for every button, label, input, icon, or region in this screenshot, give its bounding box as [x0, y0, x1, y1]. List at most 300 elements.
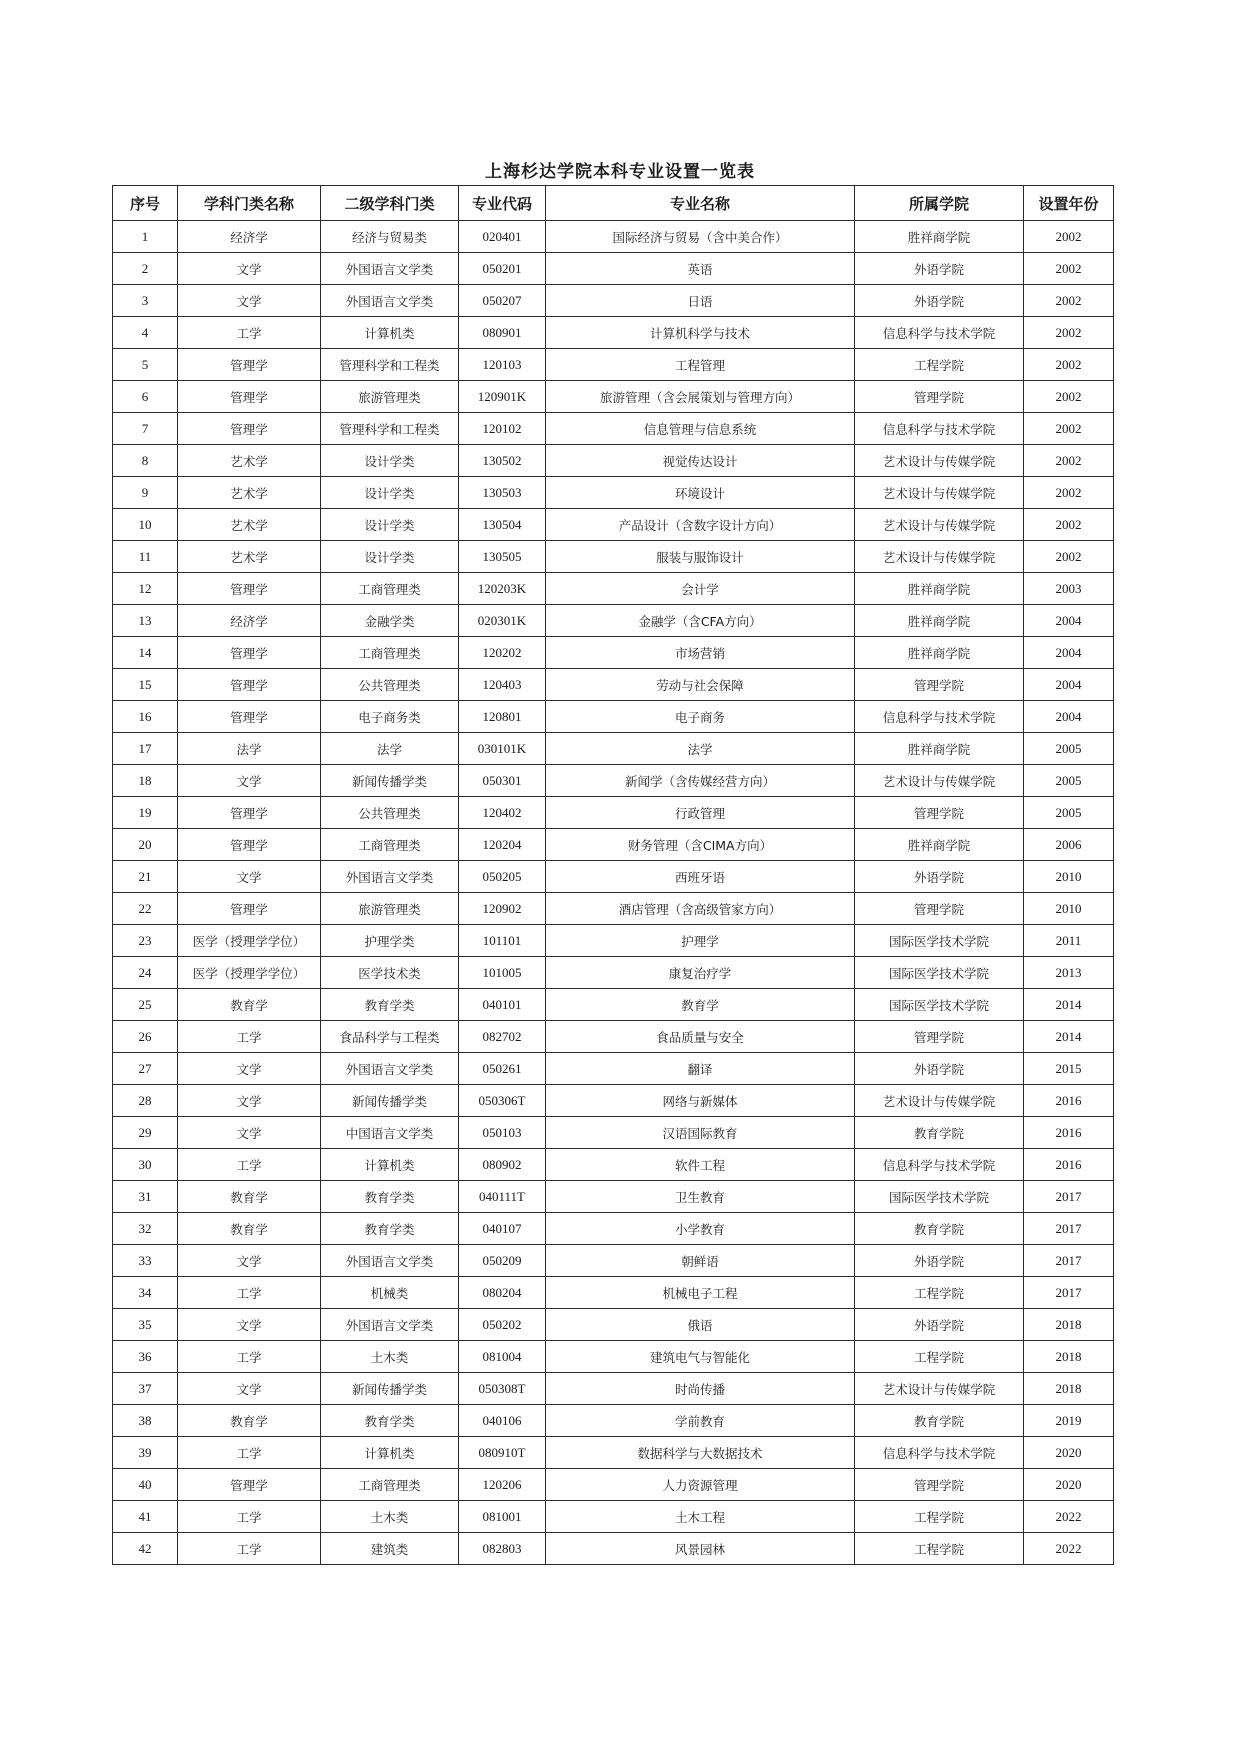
- cell-year: 2005: [1024, 765, 1114, 797]
- cell-year: 2018: [1024, 1309, 1114, 1341]
- cell-year: 2002: [1024, 253, 1114, 285]
- cell-major: 信息管理与信息系统: [546, 413, 855, 445]
- cell-major: 酒店管理（含高级管家方向）: [546, 893, 855, 925]
- cell-discipline: 管理学: [178, 413, 321, 445]
- cell-year: 2017: [1024, 1181, 1114, 1213]
- cell-major: 食品质量与安全: [546, 1021, 855, 1053]
- cell-school: 艺术设计与传媒学院: [855, 509, 1024, 541]
- cell-subdiscipline: 外国语言文学类: [321, 1309, 459, 1341]
- cell-school: 信息科学与技术学院: [855, 317, 1024, 349]
- table-row: [113, 605, 1114, 637]
- cell-school: 工程学院: [855, 349, 1024, 381]
- cell-subdiscipline: 外国语言文学类: [321, 861, 459, 893]
- cell-school: 教育学院: [855, 1213, 1024, 1245]
- cell-subdiscipline: 外国语言文学类: [321, 253, 459, 285]
- cell-code: 120901K: [459, 381, 546, 413]
- cell-major: 财务管理（含CIMA方向）: [546, 829, 855, 861]
- cell-code: 050301: [459, 765, 546, 797]
- cell-code: 082702: [459, 1021, 546, 1053]
- cell-major: 人力资源管理: [546, 1469, 855, 1501]
- cell-subdiscipline: 外国语言文学类: [321, 285, 459, 317]
- cell-subdiscipline: 建筑类: [321, 1533, 459, 1565]
- cell-subdiscipline: 设计学类: [321, 541, 459, 573]
- cell-discipline: 经济学: [178, 605, 321, 637]
- table-row: [113, 637, 1114, 669]
- cell-year: 2003: [1024, 573, 1114, 605]
- cell-discipline: 管理学: [178, 669, 321, 701]
- cell-index: 17: [113, 733, 178, 765]
- cell-major: 风景园林: [546, 1533, 855, 1565]
- cell-code: 040106: [459, 1405, 546, 1437]
- cell-index: 14: [113, 637, 178, 669]
- table-row: [113, 957, 1114, 989]
- cell-school: 管理学院: [855, 797, 1024, 829]
- cell-year: 2013: [1024, 957, 1114, 989]
- cell-major: 时尚传播: [546, 1373, 855, 1405]
- cell-discipline: 艺术学: [178, 445, 321, 477]
- cell-discipline: 工学: [178, 1021, 321, 1053]
- cell-subdiscipline: 设计学类: [321, 509, 459, 541]
- cell-code: 120902: [459, 893, 546, 925]
- cell-subdiscipline: 食品科学与工程类: [321, 1021, 459, 1053]
- cell-year: 2016: [1024, 1085, 1114, 1117]
- cell-index: 1: [113, 221, 178, 253]
- cell-discipline: 文学: [178, 253, 321, 285]
- cell-discipline: 管理学: [178, 829, 321, 861]
- cell-major: 土木工程: [546, 1501, 855, 1533]
- header-discipline: 学科门类名称: [178, 186, 321, 221]
- cell-school: 外语学院: [855, 253, 1024, 285]
- cell-school: 信息科学与技术学院: [855, 701, 1024, 733]
- cell-year: 2002: [1024, 381, 1114, 413]
- cell-year: 2010: [1024, 893, 1114, 925]
- cell-major: 机械电子工程: [546, 1277, 855, 1309]
- cell-year: 2002: [1024, 413, 1114, 445]
- cell-school: 艺术设计与传媒学院: [855, 1085, 1024, 1117]
- cell-school: 艺术设计与传媒学院: [855, 765, 1024, 797]
- cell-major: 软件工程: [546, 1149, 855, 1181]
- cell-discipline: 经济学: [178, 221, 321, 253]
- table-row: [113, 765, 1114, 797]
- cell-index: 2: [113, 253, 178, 285]
- cell-subdiscipline: 教育学类: [321, 1405, 459, 1437]
- cell-index: 7: [113, 413, 178, 445]
- cell-index: 16: [113, 701, 178, 733]
- cell-code: 040107: [459, 1213, 546, 1245]
- table-row: [113, 829, 1114, 861]
- table-row: [113, 797, 1114, 829]
- table-row: [113, 1053, 1114, 1085]
- cell-year: 2005: [1024, 797, 1114, 829]
- cell-year: 2020: [1024, 1469, 1114, 1501]
- cell-school: 管理学院: [855, 1021, 1024, 1053]
- cell-subdiscipline: 电子商务类: [321, 701, 459, 733]
- table-row: [113, 541, 1114, 573]
- header-index: 序号: [113, 186, 178, 221]
- cell-code: 050209: [459, 1245, 546, 1277]
- table-row: [113, 1309, 1114, 1341]
- cell-discipline: 文学: [178, 1117, 321, 1149]
- cell-discipline: 文学: [178, 1085, 321, 1117]
- cell-major: 英语: [546, 253, 855, 285]
- cell-major: 国际经济与贸易（含中美合作）: [546, 221, 855, 253]
- cell-year: 2018: [1024, 1373, 1114, 1405]
- cell-school: 外语学院: [855, 1245, 1024, 1277]
- table-body: [113, 221, 1114, 1565]
- cell-index: 22: [113, 893, 178, 925]
- table-row: [113, 285, 1114, 317]
- cell-school: 胜祥商学院: [855, 573, 1024, 605]
- cell-subdiscipline: 土木类: [321, 1501, 459, 1533]
- cell-code: 101101: [459, 925, 546, 957]
- table-row: [113, 509, 1114, 541]
- cell-year: 2016: [1024, 1149, 1114, 1181]
- cell-year: 2020: [1024, 1437, 1114, 1469]
- table-row: [113, 381, 1114, 413]
- cell-discipline: 教育学: [178, 1213, 321, 1245]
- header-code: 专业代码: [459, 186, 546, 221]
- cell-index: 36: [113, 1341, 178, 1373]
- table-row: [113, 701, 1114, 733]
- cell-major: 旅游管理（含会展策划与管理方向）: [546, 381, 855, 413]
- cell-major: 市场营销: [546, 637, 855, 669]
- cell-discipline: 法学: [178, 733, 321, 765]
- cell-code: 080910T: [459, 1437, 546, 1469]
- cell-school: 外语学院: [855, 861, 1024, 893]
- cell-major: 翻译: [546, 1053, 855, 1085]
- cell-index: 27: [113, 1053, 178, 1085]
- cell-school: 信息科学与技术学院: [855, 1437, 1024, 1469]
- table-row: [113, 1277, 1114, 1309]
- table-row: [113, 1437, 1114, 1469]
- cell-index: 21: [113, 861, 178, 893]
- cell-index: 35: [113, 1309, 178, 1341]
- cell-subdiscipline: 中国语言文学类: [321, 1117, 459, 1149]
- header-row: [113, 186, 1114, 221]
- cell-major: 法学: [546, 733, 855, 765]
- cell-major: 小学教育: [546, 1213, 855, 1245]
- cell-subdiscipline: 外国语言文学类: [321, 1053, 459, 1085]
- majors-table: [112, 185, 1114, 1565]
- cell-subdiscipline: 工商管理类: [321, 829, 459, 861]
- cell-code: 120202: [459, 637, 546, 669]
- table-row: [113, 989, 1114, 1021]
- cell-subdiscipline: 教育学类: [321, 989, 459, 1021]
- table-row: [113, 1341, 1114, 1373]
- cell-discipline: 教育学: [178, 989, 321, 1021]
- table-row: [113, 893, 1114, 925]
- cell-year: 2004: [1024, 669, 1114, 701]
- cell-discipline: 工学: [178, 1533, 321, 1565]
- cell-code: 020301K: [459, 605, 546, 637]
- cell-major: 视觉传达设计: [546, 445, 855, 477]
- cell-index: 20: [113, 829, 178, 861]
- cell-year: 2017: [1024, 1245, 1114, 1277]
- cell-school: 管理学院: [855, 893, 1024, 925]
- cell-subdiscipline: 旅游管理类: [321, 381, 459, 413]
- cell-code: 050306T: [459, 1085, 546, 1117]
- cell-code: 050261: [459, 1053, 546, 1085]
- cell-index: 26: [113, 1021, 178, 1053]
- cell-subdiscipline: 管理科学和工程类: [321, 413, 459, 445]
- cell-year: 2004: [1024, 637, 1114, 669]
- cell-index: 34: [113, 1277, 178, 1309]
- cell-index: 12: [113, 573, 178, 605]
- cell-school: 信息科学与技术学院: [855, 1149, 1024, 1181]
- table-row: [113, 669, 1114, 701]
- cell-index: 10: [113, 509, 178, 541]
- cell-discipline: 管理学: [178, 1469, 321, 1501]
- cell-code: 080901: [459, 317, 546, 349]
- cell-year: 2017: [1024, 1277, 1114, 1309]
- cell-major: 西班牙语: [546, 861, 855, 893]
- table-row: [113, 1469, 1114, 1501]
- cell-code: 120801: [459, 701, 546, 733]
- table-row: [113, 1533, 1114, 1565]
- cell-discipline: 教育学: [178, 1405, 321, 1437]
- cell-discipline: 工学: [178, 1501, 321, 1533]
- cell-school: 外语学院: [855, 1053, 1024, 1085]
- cell-school: 信息科学与技术学院: [855, 413, 1024, 445]
- header-year: 设置年份: [1024, 186, 1114, 221]
- cell-year: 2015: [1024, 1053, 1114, 1085]
- table-row: [113, 349, 1114, 381]
- cell-code: 080902: [459, 1149, 546, 1181]
- cell-subdiscipline: 外国语言文学类: [321, 1245, 459, 1277]
- cell-school: 胜祥商学院: [855, 733, 1024, 765]
- page-title: 上海杉达学院本科专业设置一览表: [485, 162, 755, 182]
- cell-code: 080204: [459, 1277, 546, 1309]
- cell-year: 2017: [1024, 1213, 1114, 1245]
- cell-school: 胜祥商学院: [855, 829, 1024, 861]
- cell-year: 2002: [1024, 477, 1114, 509]
- cell-subdiscipline: 法学: [321, 733, 459, 765]
- cell-school: 工程学院: [855, 1277, 1024, 1309]
- cell-major: 计算机科学与技术: [546, 317, 855, 349]
- cell-code: 130505: [459, 541, 546, 573]
- cell-index: 39: [113, 1437, 178, 1469]
- cell-index: 19: [113, 797, 178, 829]
- cell-school: 工程学院: [855, 1341, 1024, 1373]
- cell-index: 37: [113, 1373, 178, 1405]
- table-row: [113, 573, 1114, 605]
- cell-code: 120103: [459, 349, 546, 381]
- cell-major: 学前教育: [546, 1405, 855, 1437]
- cell-code: 130502: [459, 445, 546, 477]
- header-subdiscipline: 二级学科门类: [321, 186, 459, 221]
- cell-year: 2005: [1024, 733, 1114, 765]
- cell-major: 电子商务: [546, 701, 855, 733]
- cell-school: 工程学院: [855, 1533, 1024, 1565]
- cell-subdiscipline: 新闻传播学类: [321, 1373, 459, 1405]
- cell-discipline: 管理学: [178, 701, 321, 733]
- cell-school: 教育学院: [855, 1405, 1024, 1437]
- table-row: [113, 1149, 1114, 1181]
- cell-index: 40: [113, 1469, 178, 1501]
- cell-code: 020401: [459, 221, 546, 253]
- cell-discipline: 工学: [178, 1149, 321, 1181]
- table-row: [113, 1501, 1114, 1533]
- cell-discipline: 医学（授理学学位）: [178, 925, 321, 957]
- cell-major: 护理学: [546, 925, 855, 957]
- cell-subdiscipline: 公共管理类: [321, 797, 459, 829]
- cell-year: 2006: [1024, 829, 1114, 861]
- cell-major: 劳动与社会保障: [546, 669, 855, 701]
- cell-index: 4: [113, 317, 178, 349]
- cell-subdiscipline: 计算机类: [321, 1149, 459, 1181]
- cell-subdiscipline: 护理学类: [321, 925, 459, 957]
- cell-school: 艺术设计与传媒学院: [855, 1373, 1024, 1405]
- cell-subdiscipline: 工商管理类: [321, 637, 459, 669]
- cell-school: 国际医学技术学院: [855, 957, 1024, 989]
- cell-year: 2018: [1024, 1341, 1114, 1373]
- cell-school: 外语学院: [855, 1309, 1024, 1341]
- cell-major: 卫生教育: [546, 1181, 855, 1213]
- cell-subdiscipline: 旅游管理类: [321, 893, 459, 925]
- cell-code: 040101: [459, 989, 546, 1021]
- table-row: [113, 317, 1114, 349]
- cell-code: 040111T: [459, 1181, 546, 1213]
- cell-discipline: 艺术学: [178, 509, 321, 541]
- cell-index: 29: [113, 1117, 178, 1149]
- cell-code: 120204: [459, 829, 546, 861]
- cell-index: 30: [113, 1149, 178, 1181]
- cell-discipline: 文学: [178, 1373, 321, 1405]
- table-row: [113, 221, 1114, 253]
- cell-school: 国际医学技术学院: [855, 925, 1024, 957]
- cell-discipline: 管理学: [178, 893, 321, 925]
- table-row: [113, 253, 1114, 285]
- cell-subdiscipline: 工商管理类: [321, 573, 459, 605]
- cell-school: 管理学院: [855, 1469, 1024, 1501]
- cell-discipline: 文学: [178, 1245, 321, 1277]
- cell-major: 环境设计: [546, 477, 855, 509]
- table-row: [113, 413, 1114, 445]
- cell-year: 2022: [1024, 1533, 1114, 1565]
- table-row: [113, 1117, 1114, 1149]
- cell-code: 030101K: [459, 733, 546, 765]
- cell-major: 建筑电气与智能化: [546, 1341, 855, 1373]
- cell-school: 胜祥商学院: [855, 605, 1024, 637]
- cell-major: 康复治疗学: [546, 957, 855, 989]
- cell-year: 2014: [1024, 1021, 1114, 1053]
- cell-code: 130503: [459, 477, 546, 509]
- cell-major: 俄语: [546, 1309, 855, 1341]
- cell-subdiscipline: 新闻传播学类: [321, 765, 459, 797]
- cell-index: 32: [113, 1213, 178, 1245]
- table-row: [113, 861, 1114, 893]
- cell-discipline: 医学（授理学学位）: [178, 957, 321, 989]
- cell-code: 050205: [459, 861, 546, 893]
- cell-major: 数据科学与大数据技术: [546, 1437, 855, 1469]
- cell-major: 网络与新媒体: [546, 1085, 855, 1117]
- cell-year: 2002: [1024, 541, 1114, 573]
- cell-major: 教育学: [546, 989, 855, 1021]
- cell-discipline: 文学: [178, 1053, 321, 1085]
- table-row: [113, 1213, 1114, 1245]
- cell-major: 服装与服饰设计: [546, 541, 855, 573]
- cell-index: 11: [113, 541, 178, 573]
- cell-code: 120403: [459, 669, 546, 701]
- cell-subdiscipline: 工商管理类: [321, 1469, 459, 1501]
- cell-index: 18: [113, 765, 178, 797]
- cell-index: 24: [113, 957, 178, 989]
- cell-index: 42: [113, 1533, 178, 1565]
- cell-year: 2002: [1024, 509, 1114, 541]
- table-row: [113, 925, 1114, 957]
- header-major: 专业名称: [546, 186, 855, 221]
- cell-year: 2014: [1024, 989, 1114, 1021]
- cell-code: 082803: [459, 1533, 546, 1565]
- cell-index: 23: [113, 925, 178, 957]
- cell-year: 2002: [1024, 445, 1114, 477]
- cell-code: 050202: [459, 1309, 546, 1341]
- cell-year: 2002: [1024, 221, 1114, 253]
- cell-code: 120402: [459, 797, 546, 829]
- cell-code: 120102: [459, 413, 546, 445]
- cell-year: 2016: [1024, 1117, 1114, 1149]
- cell-code: 130504: [459, 509, 546, 541]
- cell-subdiscipline: 机械类: [321, 1277, 459, 1309]
- cell-subdiscipline: 计算机类: [321, 317, 459, 349]
- cell-discipline: 管理学: [178, 349, 321, 381]
- cell-major: 日语: [546, 285, 855, 317]
- cell-code: 050201: [459, 253, 546, 285]
- table-row: [113, 1085, 1114, 1117]
- cell-subdiscipline: 医学技术类: [321, 957, 459, 989]
- cell-discipline: 工学: [178, 317, 321, 349]
- cell-school: 胜祥商学院: [855, 221, 1024, 253]
- cell-index: 28: [113, 1085, 178, 1117]
- cell-school: 国际医学技术学院: [855, 1181, 1024, 1213]
- cell-subdiscipline: 设计学类: [321, 477, 459, 509]
- cell-code: 050207: [459, 285, 546, 317]
- table-row: [113, 1405, 1114, 1437]
- cell-index: 5: [113, 349, 178, 381]
- cell-school: 艺术设计与传媒学院: [855, 445, 1024, 477]
- cell-school: 工程学院: [855, 1501, 1024, 1533]
- cell-discipline: 教育学: [178, 1181, 321, 1213]
- cell-subdiscipline: 金融学类: [321, 605, 459, 637]
- cell-major: 朝鲜语: [546, 1245, 855, 1277]
- cell-school: 胜祥商学院: [855, 637, 1024, 669]
- cell-subdiscipline: 新闻传播学类: [321, 1085, 459, 1117]
- cell-year: 2011: [1024, 925, 1114, 957]
- table-row: [113, 1373, 1114, 1405]
- cell-discipline: 工学: [178, 1341, 321, 1373]
- table-row: [113, 445, 1114, 477]
- cell-discipline: 文学: [178, 1309, 321, 1341]
- cell-year: 2002: [1024, 317, 1114, 349]
- cell-year: 2002: [1024, 349, 1114, 381]
- cell-subdiscipline: 教育学类: [321, 1213, 459, 1245]
- cell-subdiscipline: 经济与贸易类: [321, 221, 459, 253]
- cell-discipline: 艺术学: [178, 477, 321, 509]
- cell-major: 新闻学（含传媒经营方向）: [546, 765, 855, 797]
- cell-index: 3: [113, 285, 178, 317]
- cell-school: 管理学院: [855, 381, 1024, 413]
- cell-year: 2004: [1024, 701, 1114, 733]
- cell-discipline: 管理学: [178, 381, 321, 413]
- cell-code: 120206: [459, 1469, 546, 1501]
- cell-code: 120203K: [459, 573, 546, 605]
- cell-subdiscipline: 计算机类: [321, 1437, 459, 1469]
- cell-major: 会计学: [546, 573, 855, 605]
- cell-discipline: 工学: [178, 1277, 321, 1309]
- table-row: [113, 477, 1114, 509]
- cell-index: 38: [113, 1405, 178, 1437]
- table-row: [113, 733, 1114, 765]
